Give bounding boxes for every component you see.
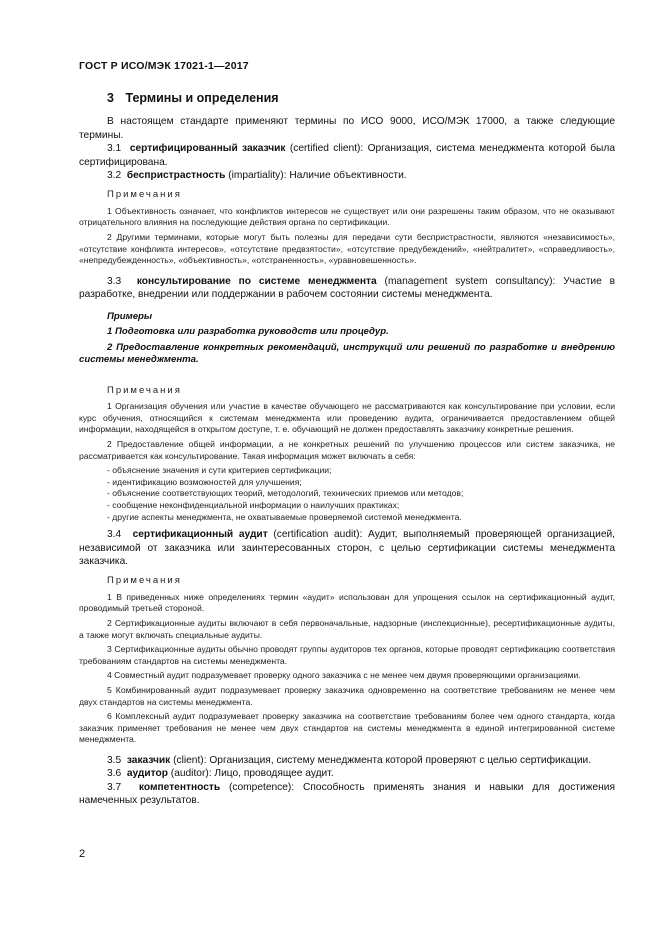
intro-paragraph: В настоящем стандарте применяют термины по ИСО 9000, ИСО/МЭК 17000, а также следующие термины. [79,116,615,141]
example: 2 Предоставление конкретных рекомендаций, инструкций или решений по разработке и внедрению системы менеджмента. [79,341,615,366]
list-item: - сообщение неконфиденциальной информации о наилучших практиках; [107,499,400,510]
note: 1 Объективность означает, что конфликтов интересов не существует или они разрешены таким образом, что не оказывают отрицательного влияния на последующие действия органа по сертификации. [79,205,615,228]
section-number: 3 [107,91,114,105]
list-item: - другие аспекты менеджмента, не охватываемые проверяемой системой менеджмента. [107,511,462,522]
note: 2 Предоставление общей информации, а не конкретных решений по улучшению процессов или систем заказчика, не рассматривается как консультирование. Такая информация может включать в себя: [79,439,615,461]
page-number: 2 [79,848,86,860]
notes-label: Примечания [107,575,182,587]
list-item: - идентификацию возможностей для улучшения; [107,476,302,487]
examples-label: Примеры [107,310,153,322]
note: 1 В приведенных ниже определениях термин «аудит» использован для упрощения ссылок на сертификационный аудит, проводимый третьей стороной. [79,591,615,614]
term-3-2: 3.2 беспристрастность (impartiality): Наличие объективности. [107,170,407,182]
note: 4 Совместный аудит подразумевает проверку одного заказчика с не менее чем двумя проверяющими организациями. [107,670,581,681]
notes-label: Примечания [107,384,182,396]
note: 1 Организация обучения или участие в качестве обучающего не рассматриваются как консультирование при условии, если курс обучения, относящийся к системам менеджмента или проведению аудита, ограничивается предоставлением общей информации, находящейся в открытом доступе, т. е. обучающий не должен предоставлять заказчику конкретные решения. [79,401,615,435]
note: 5 Комбинированный аудит подразумевает проверку заказчика одновременно на соответствие требованиям не менее чем двух стандартов на системы менеджмента. [79,684,615,707]
list-item: - объяснение значения и сути критериев сертификации; [107,465,332,476]
term-3-5: 3.5 заказчик (client): Организация, систему менеджмента которой проверяют с целью сертификации. [107,754,592,766]
note: 2 Сертификационные аудиты включают в себя первоначальные, надзорные (инспекционные), ресертификационные аудиты, а также могут включать специальные аудиты. [79,617,615,640]
notes-label: Примечания [107,189,182,201]
section-title-text: Термины и определения [125,91,279,105]
note: 2 Другими терминами, которые могут быть полезны для передачи сути беспристрастности, являются «независимость», «отсутствие конфликта интересов», «отсутствие предвзятости», «отсутствие предубеждений», «нейтралитет», «справедливость», «непредубежденность», «объективность», «отстраненность», «уравновешенность». [79,232,615,266]
document-header: ГОСТ Р ИСО/МЭК 17021-1—2017 [79,60,249,72]
note: 3 Сертификационные аудиты обычно проводят группы аудиторов тех органов, которые проводят сертификацию соответствия требованиям стандартов на системы менеджмента. [79,644,615,666]
note: 6 Комплексный аудит подразумевает проверку заказчика на соответствие требованиям более чем одного стандарта, когда заказчик применяет требования не менее чем двух стандартов на системы менеджмента в единой интегрированной системе менеджмента. [79,711,615,745]
term-3-4: 3.4 сертификационный аудит (certification audit): Аудит, выполняемый проверяющей организацией, независимой от заказчика или заинтересованных сторон, с целью сертификации системы менеджмента заказчика. [79,529,616,567]
page-content [79,88,615,808]
example: 1 Подготовка или разработка руководств или процедур. [107,326,389,338]
section-title [107,92,615,105]
term-3-7: 3.7 компетентность (competence): Способность применять знания и навыки для достижения намеченных результатов. [79,781,615,807]
term-3-1: 3.1 сертифицированный заказчик (certified client): Организация, система менеджмента которой была сертифицирована. [79,143,615,168]
term-3-6: 3.6 аудитор (auditor): Лицо, проводящее аудит. [107,768,334,780]
term-3-3: 3.3 консультирование по системе менеджмента (management system consultancy): Участие в разработке, внедрении или поддержании в рабочем состоянии системы менеджмента. [79,275,616,301]
list-item: - объяснение соответствующих теорий, методологий, технических приемов или методов; [107,488,464,499]
